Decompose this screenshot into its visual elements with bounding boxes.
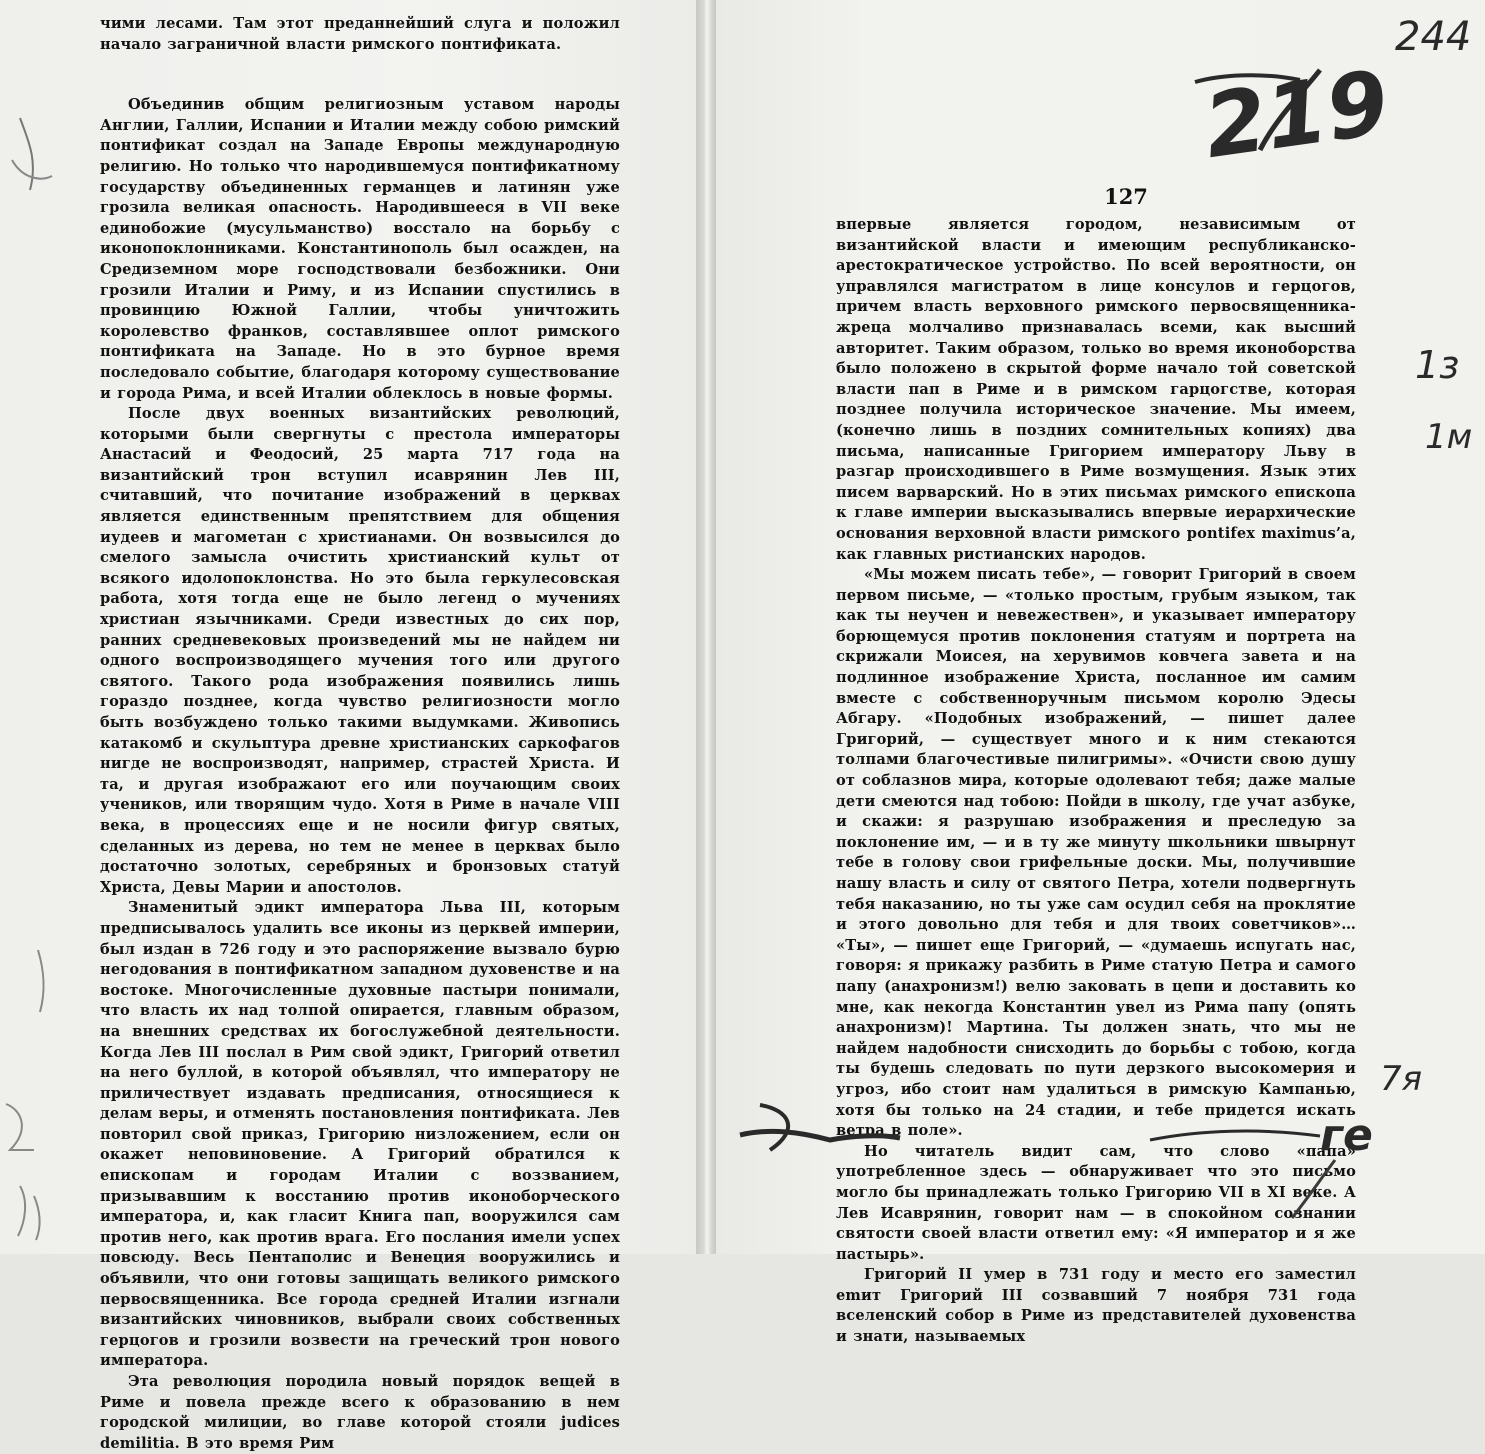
left-paragraph: После двух военных византийских революций, которыми были свергнуты с престола императоры Анастасий и Феодосий, 25 марта 717 года на византийский трон вступил исаврянин Лев III, считавший, что почитание изображений в церквах является единственным препятствием для общения иудеев и магометан с христианами. Он возвысился до смелого замысла очистить христианский культ от всякого идолопоклонства. Но это была геркулесовская работа, хотя тогда еще не было легенд о мучениях христиан язычниками. Среди известных до сих пор, ранних средневековых произведений мы не найдем ни одного воспроизводящего мучения того или другого святого. Такого рода изображения появились лишь гораздо позднее, когда чувство религиозности могло быть возбуждено только такими выдумками. Живопись катакомб и скульптура древне христианских саркофагов нигде не воспроизводят, например, страстей Христа. И та, и другая изображают его или поучающим своих учеников, или творящим чудо. Хотя в Риме в начале VIII века, в процессиях еще и не носили фигур святых, сделанных из дерева, но тем не менее в церквах было достаточно золотых, серебряных и бронзовых статуй Христа, Девы Марии и апостолов. — [100, 405, 620, 896]
page-number: 127 — [1104, 184, 1148, 209]
left-paragraph: Знаменитый эдикт императора Льва III, которым предписывалось удалить все иконы из церквей империи, был издан в 726 году и это распоряжение вызвало бурю негодования в понтификатном западном духовенстве и на востоке. Многочисленные духовные пастыри понимали, что власть их над толпой опирается, главным образом, на внешних средствах их богослужебной деятельности. Когда Лев III послал в Рим свой эдикт, Григорий ответил на него буллой, в которой объявлял, что императору не приличествует издавать предписания, относящиеся к делам веры, и отменять постановления понтификата. Лев повторил свой приказ, Григорию низложением, если он окажет неповиновение. А Григорий обратился к епископам и городам Италии с воззванием, призывавшим к восстанию против иконоборческого императора, и, как гласит Книга пап, вооружился сам против него, как против врага. Его послания имели успех повсюду. Весь Пентаполис и Венеция вооружились и объявили, что они готовы защищать великого римского первосвященника. Все города средней Италии изгнали византийских чиновников, выбрали своих собственных герцогов и грозили возвести на греческий трон нового императора. — [100, 899, 620, 1370]
margin-note: 7я — [1380, 1059, 1423, 1099]
right-paragraph: Григорий II умер в 731 году и место его заместил emит Григорий III созвавший 7 ноября 731 года вселенский собор в Риме из представителей духовенства и знати, называемых — [836, 1266, 1356, 1346]
left-paragraph: Объединив общим религиозным уставом народы Англии, Галлии, Испании и Италии между собою римский понтификат создал на Западе Европы международную религию. Но только что народившемуся понтификатному государству объединенных германцев и латинян уже грозила великая опасность. Народившееся в VII веке единобожие (мусульманство) восстало на борьбу с иконопоклонниками. Константинополь был осажден, на Средиземном море господствовали безбожники. Они грозили Италии и Риму, и из Испании спустились в провинцию Южной Галлии, чтобы уничтожить королевство франков, составлявшее оплот римского понтификата на Западе. Но в это бурное время последовало событие, благодаря которому существование и города Рима, и всей Италии облеклось в новые формы. — [100, 96, 620, 402]
left-page — [0, 0, 700, 1452]
left-paragraph: чими лесами. Там этот преданнейший слуга и положил начало заграничной власти римского понтификата. — [100, 15, 620, 53]
margin-note: 1з — [1415, 343, 1460, 387]
archive-number-small: 244 — [1395, 14, 1472, 60]
book-gutter — [696, 0, 718, 1254]
right-paragraph: Но читатель видит сам, что слово «папа» употребленное здесь — обнаруживает что это письмо могло бы принадлежать только Григорию VII в XI веке. А Лев Исаврянин, говорит нам — в спокойном сознании святости своей власти ответил ему: «Я император и я же пастырь». — [836, 1142, 1356, 1263]
right-page — [716, 0, 1485, 1346]
left-page-text — [100, 14, 620, 1454]
right-paragraph: впервые является городом, независимым от византийской власти и имеющим республиканско-арестократическое устройство. По всей вероятности, он управлялся магистратом в лице консулов и герцогов, причем власть верховного римского первосвященника-жреца молчаливо признавалась всеми, как высший авторитет. Таким образом, только во время иконоборства было положено в скрытой форме начало той советской власти пап в Риме и в римском гарцогстве, которая позднее получила историческое значение. Мы имеем, (конечно лишь в поздних сомнительных копиях) два письма, написанные Григорием императору Льву в разгар происходившего в Риме возмущения. Язык этих писем варварский. Но в этих письмах римского епископа к главе империи высказывались впервые иерархические основания верховной власти римского pontifex maximus’а, как главных ристианских народов. — [836, 216, 1356, 563]
right-paragraph: «Мы можем писать тебе», — говорит Григорий в своем первом письме, — «только простым, грубым языком, так как ты неучен и невежествен», и указывает императору борющемуся против поклонения статуям и портрета на скрижали Моисея, на херувимов ковчега завета и на подлинное изображение Христа, посланное им самим вместе с собственноручным письмом королю Эдесы Абгару. «Подобных изображений, — пишет далее Григорий, — существует много и к ним стекаются толпами благочестивые пилигримы». «Очисти свою душу от соблазнов мира, которые одолевают тебя; даже малые дети смеются над тобою: Пойди в школу, где учат азбуке, и скажи: я разрушаю изображения и преследую за поклонение им, — и в ту же минуту школьники швырнут тебе в голову свои грифельные доски. Мы, получившие нашу власть и силу от святого Петра, хотели подвергнуть тебя наказанию, но ты уже сам осудил себя на проклятие и этого довольно для тебя и для твоих советчиков»… «Ты», — пишет еще Григорий, — «думаешь испугать нас, говоря: я прикажу разбить в Риме статую Петра и самого папу (анахронизм!) велю заковать в цепи и доставить ко мне, как некогда Константин увел из Рима папу (опять анахронизм)! Мартина. Ты должен знать, что мы не найдем надобности снисходить до борьбы с тобою, когда ты будешь следовать по пути дерзкого высокомерия и угроз, ибо стоит нам удалиться в римскую Кампанью, хотя бы только на 24 стадии, и тебе придется искать ветра в поле». — [836, 566, 1356, 1140]
margin-note: ге — [1320, 1110, 1373, 1161]
margin-note: 1м — [1425, 417, 1473, 457]
left-paragraph: Эта революция породила новый порядок вещей в Риме и повела прежде всего к образованию в нем городской милиции, во главе которой стояли judices demilitia. В это время Рим — [100, 1373, 620, 1452]
archive-number-large: 219 — [1198, 50, 1395, 179]
right-page-text — [836, 215, 1356, 1348]
